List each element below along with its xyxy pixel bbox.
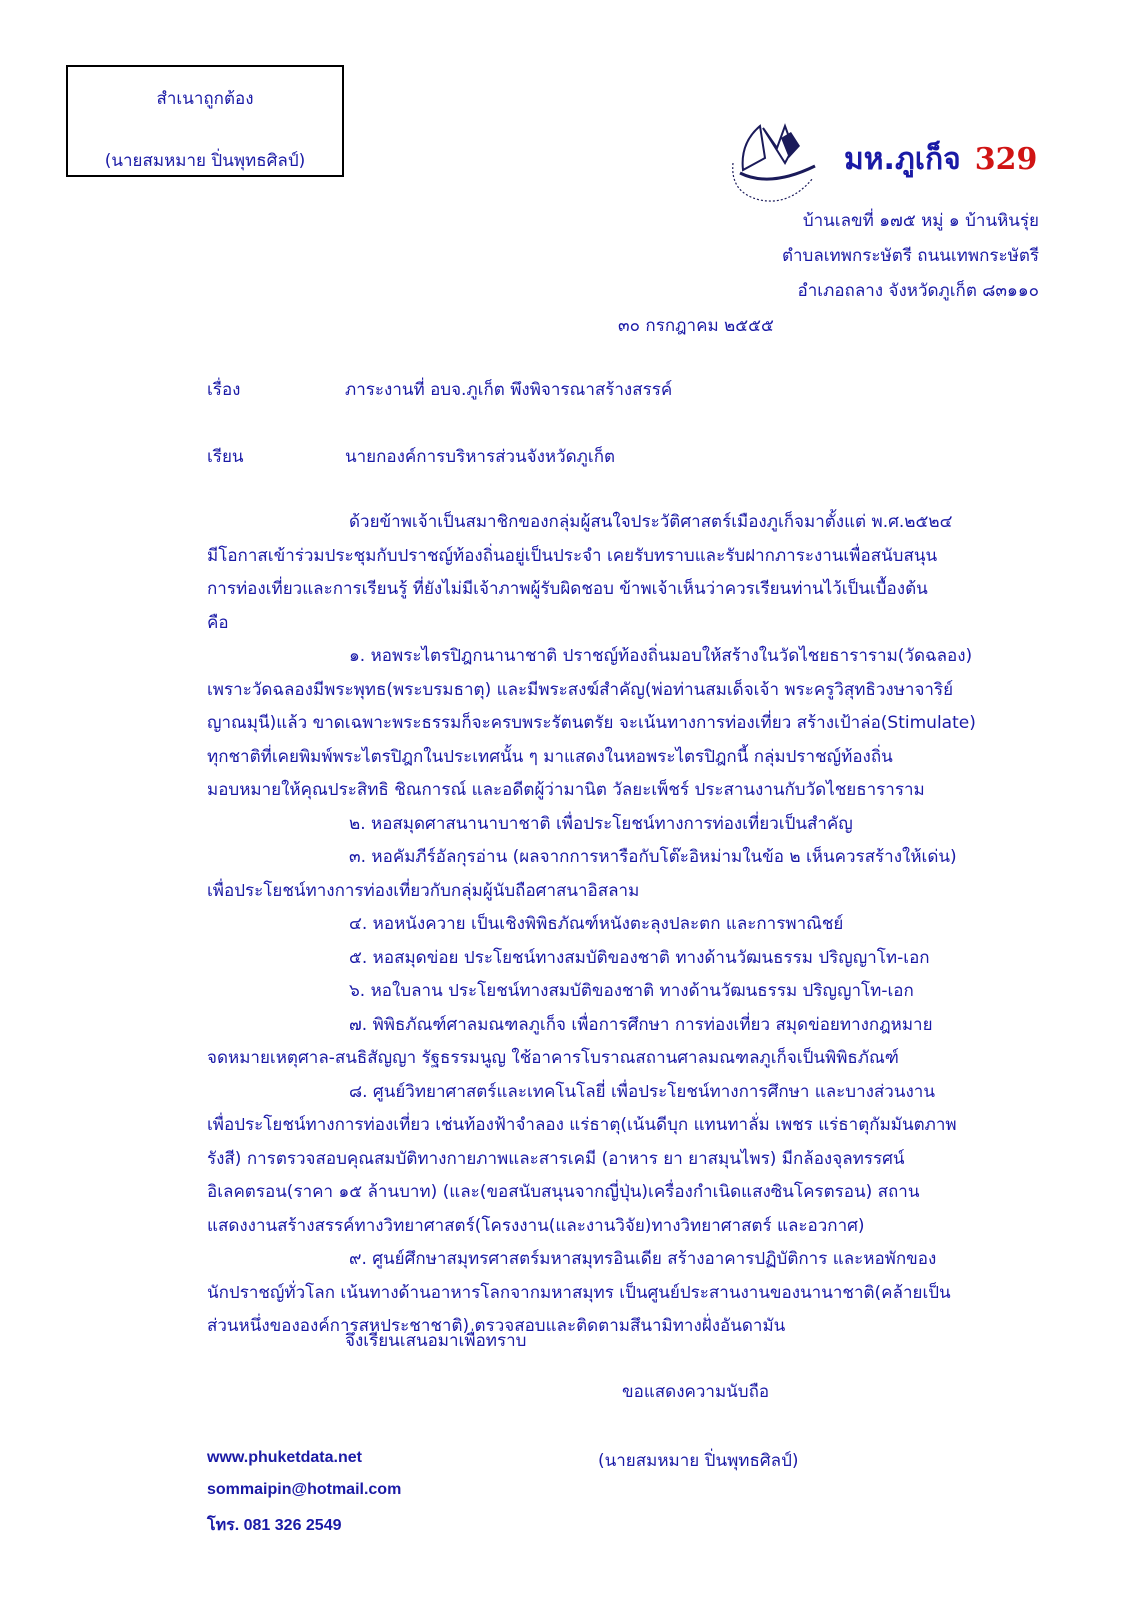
- email-link[interactable]: sommaipin@hotmail.com: [207, 1481, 402, 1498]
- body-line: ๗. พิพิธภัณฑ์ศาลมณฑลภูเก็จ เพื่อการศึกษา การท่องเที่ยว สมุดข่อยทางกฎหมาย: [349, 1014, 933, 1035]
- letter-date: ๓๐ กรกฎาคม ๒๕๕๕: [618, 316, 774, 336]
- ship-mountain-logo-icon: [725, 118, 820, 203]
- body-line: การท่องเที่ยวและการเรียนรู้ ที่ยังไม่มีเจ้าภาพผู้รับผิดชอบ ข้าพเจ้าเห็นว่าควรเรียนท่านไว้เป็นเบื้องต้น: [207, 579, 928, 599]
- body-line: ๔. หอหนังควาย เป็นเชิงพิพิธภัณฑ์หนังตะลุงปละตก และการพาณิชย์: [349, 914, 844, 934]
- signature-name: (นายสมหมาย ปิ่นพุทธศิลป์): [598, 1451, 799, 1471]
- body-line: ทุกชาติที่เคยพิมพ์พระไตรปิฎกในประเทศนั้น ๆ มาแสดงในหอพระไตรปิฎกนี้ กลุ่มปราชญ์ท้องถิ่น: [207, 746, 893, 767]
- body-line: มอบหมายให้คุณประสิทธิ ชิณการณ์ และอดีตผู้ว่ามานิต วัลยะเพ็ชร์ ประสานงานกับวัดไชยธาราราม: [207, 780, 925, 800]
- body-line: ๕. หอสมุดข่อย ประโยชน์ทางสมบัติของชาติ ทางด้านวัฒนธรรม ปริญญาโท-เอก: [349, 947, 930, 968]
- body-line: ๘. ศูนย์วิทยาศาสตร์และเทคโนโลยี่ เพื่อประโยชน์ทางการศึกษา และบางส่วนงาน: [349, 1081, 935, 1102]
- body-line: ๙. ศูนย์ศึกษาสมุทรศาสตร์มหาสมุทรอินเดีย สร้างอาคารปฏิบัติการ และหอพักของ: [349, 1249, 937, 1269]
- body-line: ส่วนหนึ่งขององค์การสหประชาชาติ) ตรวจสอบและติดตามสึนามิทางฝั่งอันดามัน: [207, 1316, 786, 1336]
- org-title: [844, 136, 1037, 183]
- body-line: เพื่อประโยชน์ทางการท่องเที่ยว เช่นท้องฟ้าจำลอง แร่ธาตุ(เน้นดีบุก แทนทาลั่ม เพชร แร่ธาตุกัมมันตภาพ: [207, 1115, 957, 1135]
- body-line: นักปราชญ์ทั่วโลก เน้นทางด้านอาหารโลกจากมหาสมุทร เป็นศูนย์ประสานงานของนานาชาติ(คล้ายเป็น: [207, 1282, 951, 1303]
- body-line: ๓. หอคัมภีร์อัลกุรอ่าน (ผลจากการหารือกับโต๊ะอิหม่ามในข้อ ๒ เห็นควรสร้างให้เด่น): [349, 847, 957, 867]
- body-line: คือ: [207, 612, 229, 633]
- document-number: 329: [974, 142, 1038, 177]
- closing-regards: ขอแสดงความนับถือ: [622, 1382, 770, 1402]
- body-line: ๖. หอใบลาน ประโยชน์ทางสมบัติของชาติ ทางด้านวัฒนธรรม ปริญญาโท-เอก: [349, 981, 914, 1001]
- body-line: ด้วยข้าพเจ้าเป็นสมาชิกของกลุ่มผู้สนใจประวัติศาสตร์เมืองภูเก็จมาตั้งแต่ พ.ศ.๒๕๒๔: [349, 512, 953, 532]
- recipient-text: นายกองค์การบริหารส่วนจังหวัดภูเก็ต: [345, 447, 616, 467]
- letter-body: [207, 506, 1040, 1344]
- recipient-label: เรียน: [207, 447, 244, 467]
- body-line: ญาณมุนี)แล้ว ขาดเฉพาะพระธรรมก็จะครบพระรัตนตรัย จะเน้นทางการท่องเที่ยว สร้างเป้าล่อ(Stimulate): [207, 713, 976, 733]
- stamp-name: (นายสมหมาย ปิ่นพุทธศิลป์): [104, 151, 306, 171]
- address-line-2: ตำบลเทพกระษัตรี ถนนเทพกระษัตรี: [781, 246, 1039, 266]
- phone-number: โทร. 081 326 2549: [207, 1517, 342, 1534]
- body-line: มีโอกาสเข้าร่วมประชุมกับปราชญ์ท้องถิ่นอยู่เป็นประจำ เคยรับทราบและรับฝากภาระงานเพื่อสนับสนุน: [207, 545, 938, 566]
- body-line: อิเลคตรอน(ราคา ๑๕ ล้านบาท) (และ(ขอสนับสนุนจากญี่ปุ่น)เครื่องกำเนิดแสงซินโครตรอน) สถาน: [207, 1182, 920, 1202]
- subject-text: ภาระงานที่ อบจ.ภูเก็ต พึงพิจารณาสร้างสรรค์: [345, 380, 673, 400]
- subject-label: เรื่อง: [207, 380, 241, 400]
- body-line: รังสี) การตรวจสอบคุณสมบัติทางกายภาพและสารเคมี (อาหาร ยา ยาสมุนไพร) มีกล้องจุลทรรศน์: [207, 1148, 905, 1169]
- body-line: ๑. หอพระไตรปิฎกนานาชาติ ปราชญ์ท้องถิ่นมอบให้สร้างในวัดไชยธาราราม(วัดฉลอง): [349, 646, 973, 666]
- website-link[interactable]: www.phuketdata.net: [207, 1449, 362, 1466]
- body-line: เพื่อประโยชน์ทางการท่องเที่ยวกับกลุ่มผู้นับถือศาสนาอิสลาม: [207, 880, 640, 901]
- closing-line: จึงเรียนเสนอมาเพื่อทราบ: [345, 1331, 527, 1351]
- certified-copy-stamp: [66, 65, 344, 177]
- body-line: แสดงงานสร้างสรรค์ทางวิทยาศาสตร์(โครงงาน(และงานวิจัย)ทางวิทยาศาสตร์ และอวกาศ): [207, 1215, 865, 1236]
- body-line: ๒. หอสมุดศาสนานาบาชาติ เพื่อประโยชน์ทางการท่องเที่ยวเป็นสำคัญ: [349, 813, 853, 834]
- address-line-3: อำเภอถลาง จังหวัดภูเก็ต ๘๓๑๑๐: [797, 281, 1039, 301]
- body-line: จดหมายเหตุศาล-สนธิสัญญา รัฐธรรมนูญ ใช้อาคารโบราณสถานศาลมณฑลภูเก็จเป็นพิพิธภัณฑ์: [207, 1048, 899, 1068]
- stamp-certified-text: สำเนาถูกต้อง: [156, 89, 254, 109]
- address-line-1: บ้านเลขที่ ๑๗๕ หมู่ ๑ บ้านหินรุ่ย: [802, 211, 1039, 231]
- body-line: เพราะวัดฉลองมีพระพุทธ(พระบรมธาตุ) และมีพระสงฆ์สำคัญ(พ่อท่านสมเด็จเจ้า พระครูวิสุทธิวงษาจาริย์: [207, 679, 954, 700]
- org-name: มห.ภูเก็จ: [844, 142, 961, 177]
